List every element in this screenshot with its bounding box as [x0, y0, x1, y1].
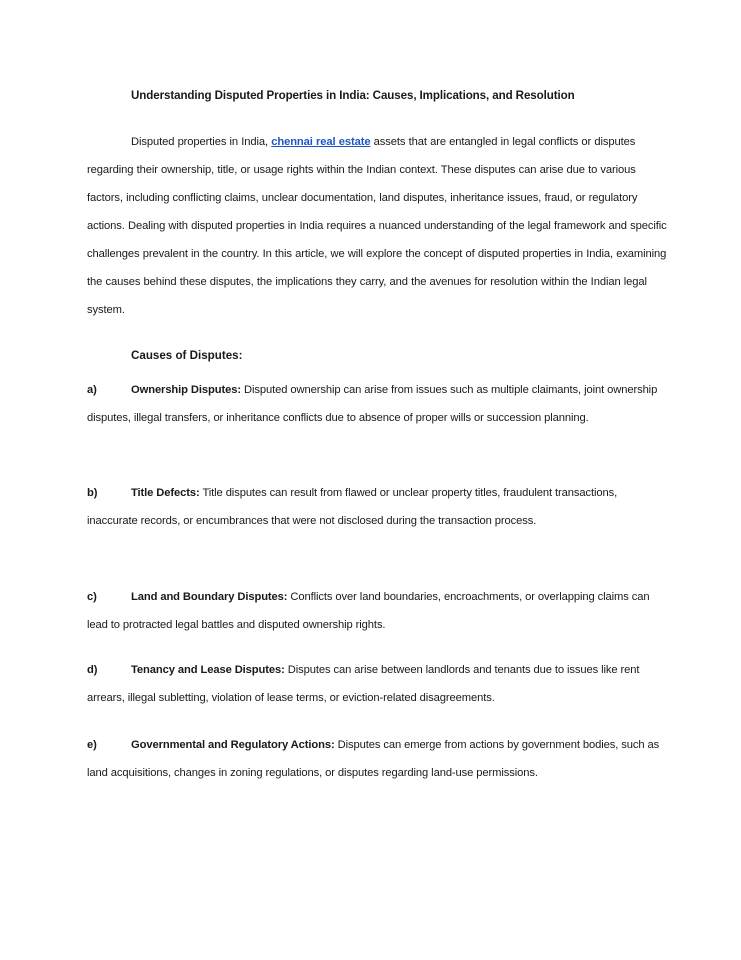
list-item-label: Governmental and Regulatory Actions: — [131, 739, 335, 751]
list-marker: a) — [87, 384, 97, 396]
list-item-text: Disputed ownership can arise from issues such as multiple claimants, joint ownership disputes, illegal transfers, or inheritance conflicts due to absence of proper wills or succession planning. — [87, 384, 658, 424]
intro-paragraph — [87, 128, 667, 324]
intro-text-after-link: assets that are entangled in legal conflicts or disputes regarding their ownership, title, or usage rights within the Indian context. These disputes can arise due to various factors, including conflicting claims, unclear documentation, land disputes, inheritance issues, fraud, or regulatory actions. Dealing with disputed properties in India requires a nuanced understanding of the legal framework and specific challenges prevalent in the country. In this article, we will explore the concept of disputed properties in India, examining the causes behind these disputes, the implications they carry, and the avenues for resolution within the Indian legal system. — [87, 136, 667, 316]
list-item-tenancy-lease-disputes — [87, 656, 662, 712]
document-title: Understanding Disputed Properties in India: Causes, Implications, and Resolution — [131, 89, 575, 102]
list-marker: c) — [87, 591, 97, 603]
list-item-text: Disputes can emerge from actions by government bodies, such as land acquisitions, changes in zoning regulations, or disputes regarding land-use permissions. — [87, 739, 660, 779]
intro-text-before-link: Disputed properties in India, — [131, 136, 272, 148]
list-item-label: Land and Boundary Disputes: — [131, 591, 288, 603]
list-item-label: Ownership Disputes: — [131, 384, 241, 396]
list-marker: b) — [87, 487, 98, 499]
list-marker: d) — [87, 664, 98, 676]
list-item-text: Disputes can arise between landlords and tenants due to issues like rent arrears, illegal subletting, violation of lease terms, or eviction-related disagreements. — [87, 664, 640, 704]
list-item-ownership-disputes — [87, 376, 662, 432]
list-item-governmental-regulatory-actions — [87, 731, 662, 787]
list-item-text: Title disputes can result from flawed or unclear property titles, fraudulent transactions, inaccurate records, or encumbrances that were not disclosed during the transaction process. — [87, 487, 618, 527]
list-item-title-defects — [87, 479, 662, 535]
list-item-label: Title Defects: — [131, 487, 200, 499]
list-item-land-boundary-disputes — [87, 583, 662, 639]
chennai-real-estate-link[interactable]: chennai real estate — [271, 136, 371, 148]
list-item-label: Tenancy and Lease Disputes: — [131, 664, 285, 676]
list-marker: e) — [87, 739, 97, 751]
causes-heading: Causes of Disputes: — [131, 349, 243, 362]
list-item-text: Conflicts over land boundaries, encroachments, or overlapping claims can lead to protracted legal battles and disputed ownership rights. — [87, 591, 650, 631]
